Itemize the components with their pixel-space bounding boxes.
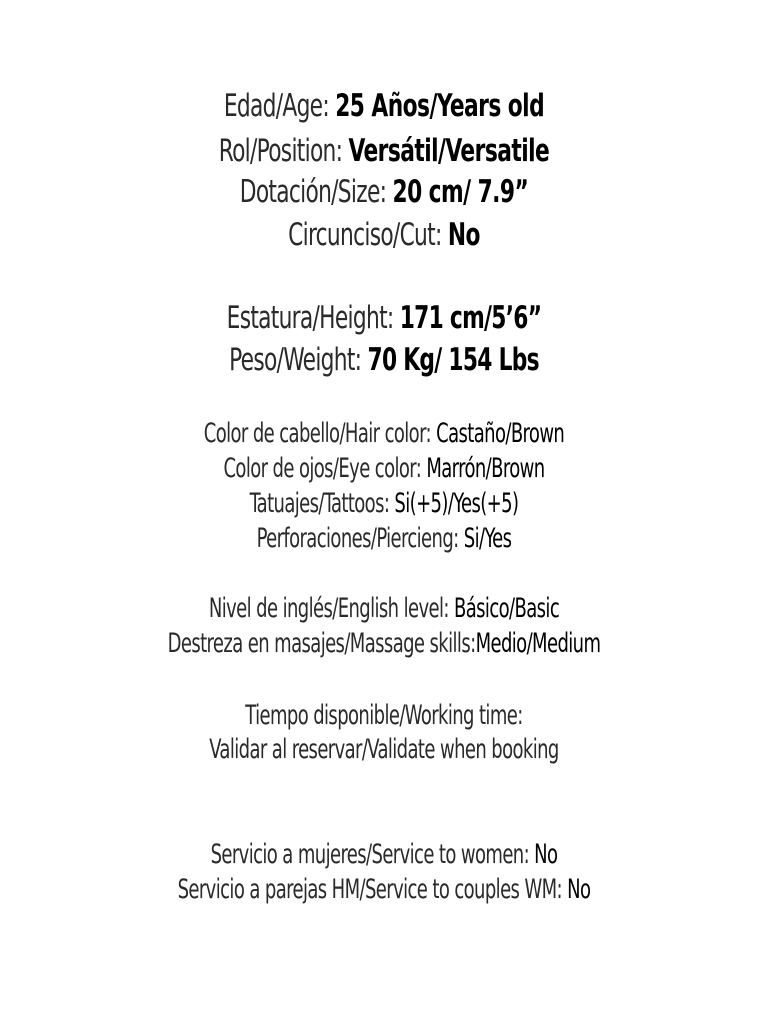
- size-value: 20 cm/ 7.9”: [392, 174, 529, 210]
- working-time-label: [100, 702, 668, 729]
- couples-service-line: [100, 876, 668, 903]
- piercings-line: [100, 525, 668, 552]
- hair-line: [100, 420, 668, 447]
- weight-line: [84, 342, 683, 378]
- hair-label: Color de cabello/Hair color:: [203, 418, 437, 449]
- english-value: Básico/Basic: [453, 593, 560, 624]
- cut-line: [84, 217, 683, 253]
- women-service-value: No: [534, 839, 558, 870]
- age-line: [84, 88, 683, 124]
- working-time-label-text: Tiempo disponible/Working time:: [245, 700, 523, 731]
- working-time-value: [100, 736, 668, 763]
- hair-value: Castaño/Brown: [436, 418, 565, 449]
- cut-label: Circunciso/Cut:: [288, 217, 448, 253]
- weight-value: 70 Kg/ 154 Lbs: [367, 342, 539, 378]
- tattoos-line: [100, 490, 668, 517]
- piercings-label: Perforaciones/Piercieng:: [256, 523, 464, 554]
- massage-label: Destreza en masajes/Massage skills:: [167, 628, 476, 659]
- massage-line: [100, 630, 668, 657]
- women-service-line: [100, 841, 668, 868]
- tattoos-label: Tatuajes/Tattoos:: [249, 488, 395, 519]
- eyes-line: [100, 455, 668, 482]
- role-label: Rol/Position:: [218, 133, 349, 169]
- size-label: Dotación/Size:: [239, 174, 393, 210]
- size-line: [84, 174, 683, 210]
- height-value: 171 cm/5’6”: [399, 300, 542, 336]
- height-label: Estatura/Height:: [226, 300, 400, 336]
- weight-label: Peso/Weight:: [229, 342, 368, 378]
- cut-value: No: [447, 217, 480, 253]
- massage-value: Medio/Medium: [475, 628, 601, 659]
- eyes-value: Marrón/Brown: [426, 453, 545, 484]
- age-value: 25 Años/Years old: [335, 88, 545, 124]
- role-line: [84, 133, 683, 169]
- english-label: Nivel de inglés/English level:: [208, 593, 454, 624]
- age-label: Edad/Age:: [223, 88, 336, 124]
- english-line: [100, 595, 668, 622]
- eyes-label: Color de ojos/Eye color:: [223, 453, 427, 484]
- piercings-value: Si/Yes: [463, 523, 512, 554]
- working-time-value-text: Validar al reservar/Validate when booking: [209, 734, 559, 765]
- height-line: [84, 300, 683, 336]
- role-value: Versátil/Versatile: [348, 133, 550, 169]
- tattoos-value: Si(+5)/Yes(+5): [394, 488, 519, 519]
- women-service-label: Servicio a mujeres/Service to women:: [210, 839, 535, 870]
- couples-service-label: Servicio a parejas HM/Service to couples WM:: [177, 874, 568, 905]
- couples-service-value: No: [567, 874, 591, 905]
